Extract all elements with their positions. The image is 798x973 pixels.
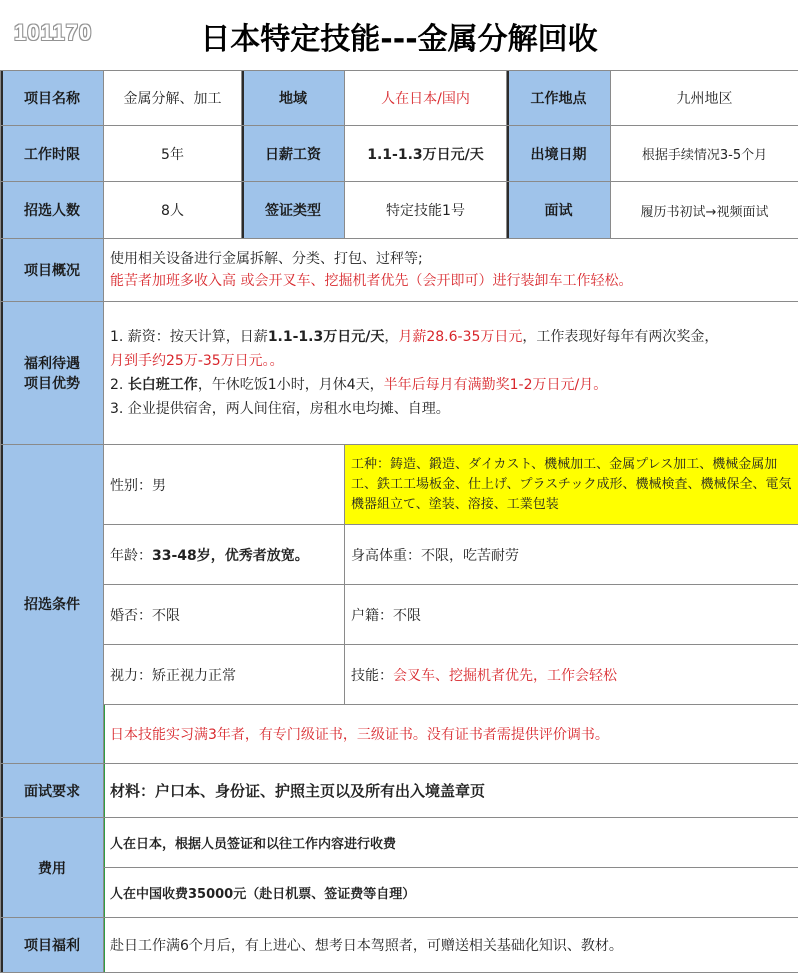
- benefit-1-intro: 1. 薪资：按天计算，日薪: [110, 329, 268, 345]
- table-row: [1, 818, 798, 868]
- table-row: [1, 868, 798, 918]
- welfare-text: 赴日工作满6个月后，有上进心、想考日本驾照者，可赠送相关基础化知识、教材。: [104, 918, 798, 973]
- recruit-label: 招选人数: [1, 182, 104, 239]
- age-label: 年龄：: [110, 548, 152, 564]
- project-name-label: 项目名称: [1, 71, 104, 126]
- benefit-1-sep: ，: [384, 329, 398, 345]
- benefit-1-daily-wage: 1.1-1.3万日元/天: [268, 329, 385, 345]
- interview-value: 履历书初试→视频面试: [611, 182, 798, 239]
- benefit-2-shift: 长白班工作: [128, 377, 198, 393]
- page-title: 日本特定技能---金属分解回收: [0, 14, 798, 58]
- table-row: [1, 585, 798, 645]
- table-row: [1, 302, 798, 445]
- age-value: 33-48岁，优秀者放宽。: [152, 548, 309, 564]
- recruit-value: 8人: [104, 182, 242, 239]
- benefits-text: [104, 302, 798, 445]
- interview-req-label: 面试要求: [1, 764, 104, 818]
- materials-cell: 材料：户口本、身份证、护照主页以及所有出入境盖章页: [104, 764, 798, 818]
- benefit-2-attendance-bonus: 半年后每月有满勤奖1-2万日元/月。: [384, 377, 608, 393]
- skills-label: 技能：: [351, 668, 393, 684]
- region-label: 地域: [242, 71, 345, 126]
- benefit-2-num: 2.: [110, 377, 128, 393]
- table-row: [1, 918, 798, 973]
- term-value: 5年: [104, 126, 242, 182]
- project-code: 101170: [14, 20, 92, 46]
- benefits-label: [1, 302, 104, 445]
- certificate-note: 日本技能实习满3年者，有专门级证书，三级证书。没有证书者需提供评价调书。: [104, 705, 798, 764]
- interview-label: 面试: [507, 182, 611, 239]
- table-row: [1, 764, 798, 818]
- benefit-item-1: [110, 325, 792, 349]
- benefit-2-rest: ，午休吃饭1小时，月休4天，: [198, 377, 384, 393]
- body-cell: 身高体重：不限，吃苦耐劳: [345, 525, 798, 585]
- skills-cell: [345, 645, 798, 705]
- departure-label: 出境日期: [507, 126, 611, 182]
- table-row: [1, 705, 798, 764]
- workplace-value: 九州地区: [611, 71, 798, 126]
- table-row: [1, 126, 798, 182]
- skills-value: 会叉车、挖掘机者优先，工作会轻松: [393, 668, 617, 684]
- fee-china-cell: 人在中国收费35000元（赴日机票、签证费等自理）: [104, 868, 798, 918]
- benefits-label-line-1: 福利待遇: [7, 353, 97, 373]
- vision-cell: 视力：矫正视力正常: [104, 645, 345, 705]
- info-table: [0, 70, 798, 973]
- job-types-cell: 工种：鋳造、鍛造、ダイカスト、機械加工、金属プレス加工、機械金属加工、鉄工工場板金、仕上げ、プラスチック成形、機械検査、機械保全、電気機器組立て、塗装、溶接、工業包装: [345, 445, 798, 525]
- overview-line-1: 使用相关设备进行金属拆解、分类、打包、过秤等;: [110, 248, 792, 270]
- benefit-1-bonus: ，工作表现好每年有两次奖金，: [522, 329, 718, 345]
- benefits-label-line-2: 项目优势: [7, 373, 97, 393]
- visa-label: 签证类型: [242, 182, 345, 239]
- workplace-label: 工作地点: [507, 71, 611, 126]
- benefit-1-takehome: 月到手约25万-35万日元。。: [110, 349, 792, 373]
- fees-label: 费用: [1, 818, 104, 918]
- salary-value: 1.1-1.3万日元/天: [345, 126, 507, 182]
- header: [0, 0, 798, 70]
- salary-label: 日薪工资: [242, 126, 345, 182]
- table-row: [1, 525, 798, 585]
- table-row: [1, 71, 798, 126]
- age-cell: [104, 525, 345, 585]
- table-row: [1, 645, 798, 705]
- benefit-item-2: [110, 373, 792, 397]
- marital-cell: 婚否：不限: [104, 585, 345, 645]
- conditions-label: 招选条件: [1, 445, 104, 764]
- term-label: 工作时限: [1, 126, 104, 182]
- benefit-item-3: 3. 企业提供宿舍，两人间住宿，房租水电均摊、自理。: [110, 397, 792, 421]
- benefit-1-monthly-wage: 月薪28.6-35万日元: [398, 329, 522, 345]
- table-row: [1, 445, 798, 525]
- welfare-label: 项目福利: [1, 918, 104, 973]
- table-row: [1, 239, 798, 302]
- household-cell: 户籍：不限: [345, 585, 798, 645]
- gender-cell: 性别：男: [104, 445, 345, 525]
- region-value: 人在日本/国内: [345, 71, 507, 126]
- overview-text: [104, 239, 798, 302]
- project-name-value: 金属分解、加工: [104, 71, 242, 126]
- table-row: [1, 182, 798, 239]
- visa-value: 特定技能1号: [345, 182, 507, 239]
- departure-value: 根据手续情况3-5个月: [611, 126, 798, 182]
- overview-line-2: 能苦者加班多收入高 或会开叉车、挖掘机者优先（会开即可）进行装卸车工作轻松。: [110, 270, 792, 292]
- overview-label: 项目概况: [1, 239, 104, 302]
- fee-japan-cell: 人在日本，根据人员签证和以往工作内容进行收费: [104, 818, 798, 868]
